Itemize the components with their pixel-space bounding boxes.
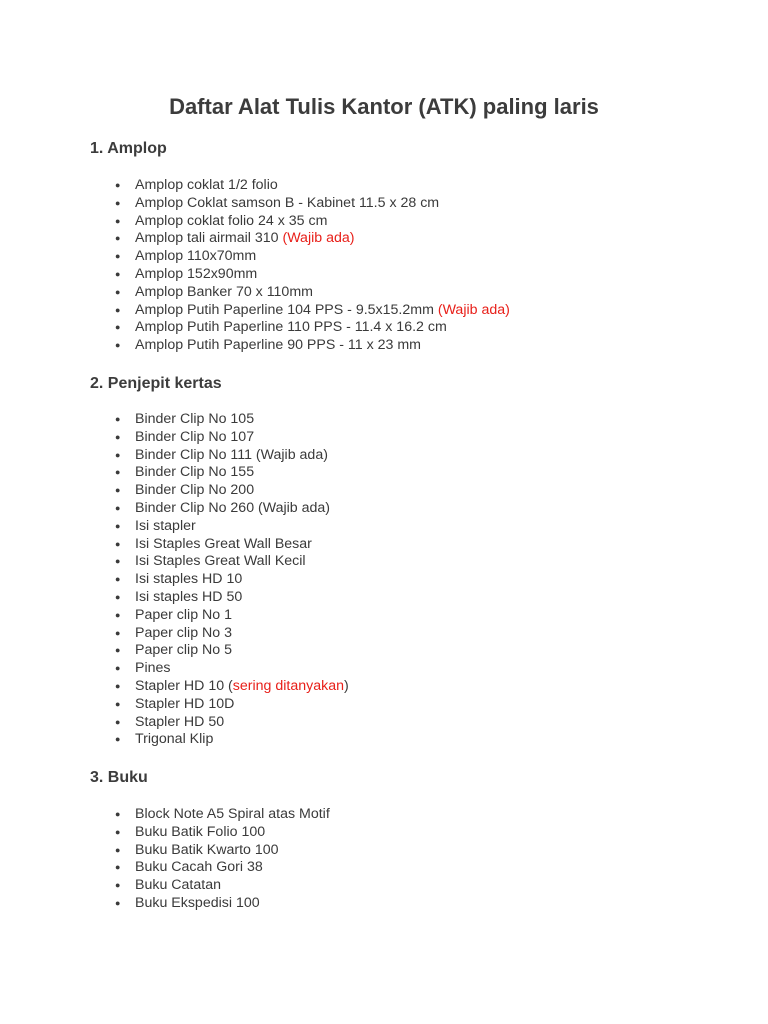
list-item [90,518,349,536]
bullet-icon: ● [115,880,121,891]
bullet-icon: ● [115,627,121,638]
bullet-icon: ● [115,502,121,513]
bullet-icon: ● [115,467,121,478]
item-text: Isi Staples Great Wall Kecil [135,553,306,570]
list-item [90,500,349,518]
list-item [90,877,330,895]
section-heading: 1. Amplop [90,140,167,157]
bullet-icon: ● [115,698,121,709]
item-text: Isi staples HD 10 [135,571,243,588]
page-title: Daftar Alat Tulis Kantor (ATK) paling laris [169,94,599,119]
item-text: Buku Ekspedisi 100 [135,894,260,911]
bullet-icon: ● [115,591,121,602]
list-item [90,731,349,749]
list-item [90,447,349,465]
bullet-icon: ● [115,180,121,190]
item-text: Amplop 110x70mm [135,248,257,265]
list-item [90,230,510,248]
item-text: Binder Clip No 155 [135,464,255,481]
item-text: Amplop tali airmail 310 [135,230,283,247]
item-text: Binder Clip No 111 (Wajib ada) [135,446,328,463]
list-item [90,553,349,571]
item-text: Binder Clip No 200 [135,482,255,499]
list-item [90,625,349,643]
item-text: Binder Clip No 260 (Wajib ada) [135,499,331,516]
section-buku [90,768,730,911]
bullet-icon: ● [115,215,121,226]
list-item [90,319,510,337]
list-item [90,696,349,714]
section-heading: 3. Buku [90,769,148,786]
item-note: (Wajib ada) [282,230,355,247]
list-item [90,411,349,429]
list-item [90,337,510,355]
item-text: Amplop 152x90mm [135,265,258,282]
bullet-icon: ● [115,485,121,496]
item-text: Pines [135,660,171,677]
bullet-icon: ● [115,251,121,262]
item-text: Amplop Putih Paperline 104 PPS - 9.5x15.2mm [135,301,438,318]
item-text: Paper clip No 5 [135,642,232,659]
bullet-icon: ● [115,538,121,549]
list-item [90,464,349,482]
list-item [90,660,349,678]
bullet-icon: ● [115,556,121,567]
item-text: Amplop Putih Paperline 110 PPS - 11.4 x 16.2 cm [135,319,447,336]
item-text: Block Note A5 Spiral atas Motif [135,806,330,822]
section-amplop [90,139,730,354]
item-text: Isi Staples Great Wall Besar [135,535,312,552]
list-item [90,302,510,320]
list-item [90,213,510,231]
item-text: Buku Cacah Gori 38 [135,859,263,876]
section-penjepit-kertas [90,374,730,748]
bullet-icon: ● [115,304,121,315]
item-note: (Wajib ada) [437,301,510,318]
bullet-icon: ● [115,645,121,656]
item-text: Paper clip No 1 [135,606,232,623]
bullet-icon: ● [115,268,121,279]
list-item [90,284,510,302]
list-item [90,429,349,447]
list-item [90,859,330,877]
bullet-icon: ● [115,431,121,442]
bullet-icon: ● [115,663,121,674]
list-item [90,571,349,589]
list-item [90,824,330,842]
item-note: sering ditanyakan [232,677,344,694]
bullet-icon: ● [115,520,121,531]
bullet-icon: ● [115,862,121,873]
item-text: Amplop Coklat samson B - Kabinet 11.5 x 28 cm [135,194,440,211]
bullet-icon: ● [115,449,121,460]
item-text: Amplop coklat folio 24 x 35 cm [135,212,328,229]
bullet-icon: ● [115,197,121,208]
list-item [90,482,349,500]
item-list [90,806,330,913]
item-text: Binder Clip No 107 [135,428,255,445]
list-item [90,607,349,625]
item-text: Paper clip No 3 [135,624,232,641]
item-text: Buku Catatan [135,877,221,894]
bullet-icon: ● [115,680,121,691]
item-text: Stapler HD 10D [135,695,235,712]
item-text: Isi stapler [135,517,196,534]
item-text: Buku Batik Kwarto 100 [135,841,279,858]
item-text: Stapler HD 50 [135,713,225,730]
list-item [90,536,349,554]
list-item [90,806,330,824]
list-item [90,266,510,284]
list-item [90,642,349,660]
item-list [90,411,349,749]
bullet-icon: ● [115,716,121,727]
item-text: Stapler HD 10 ( [135,677,233,694]
bullet-icon: ● [115,286,121,297]
item-suffix: ) [344,677,349,694]
list-item [90,714,349,732]
bullet-icon: ● [115,574,121,585]
item-text: Buku Batik Folio 100 [135,823,266,840]
item-text: Amplop Banker 70 x 110mm [135,283,313,300]
bullet-icon: ● [115,826,121,837]
item-list [90,177,510,355]
bullet-icon: ● [115,734,121,745]
item-text: Isi staples HD 50 [135,588,243,605]
list-item [90,678,349,696]
section-heading: 2. Penjepit kertas [90,375,222,392]
bullet-icon: ● [115,340,121,351]
bullet-icon: ● [115,233,121,244]
list-item [90,895,330,913]
bullet-icon: ● [115,609,121,620]
item-text: Binder Clip No 105 [135,411,255,427]
item-text: Amplop Putih Paperline 90 PPS - 11 x 23 mm [135,337,421,354]
list-item [90,195,510,213]
bullet-icon: ● [115,809,121,819]
list-item [90,842,330,860]
bullet-icon: ● [115,322,121,333]
item-text: Amplop coklat 1/2 folio [135,177,278,193]
bullet-icon: ● [115,414,121,424]
list-item [90,177,510,195]
item-text: Trigonal Klip [135,731,214,748]
list-item [90,589,349,607]
bullet-icon: ● [115,844,121,855]
bullet-icon: ● [115,897,121,908]
list-item [90,248,510,266]
